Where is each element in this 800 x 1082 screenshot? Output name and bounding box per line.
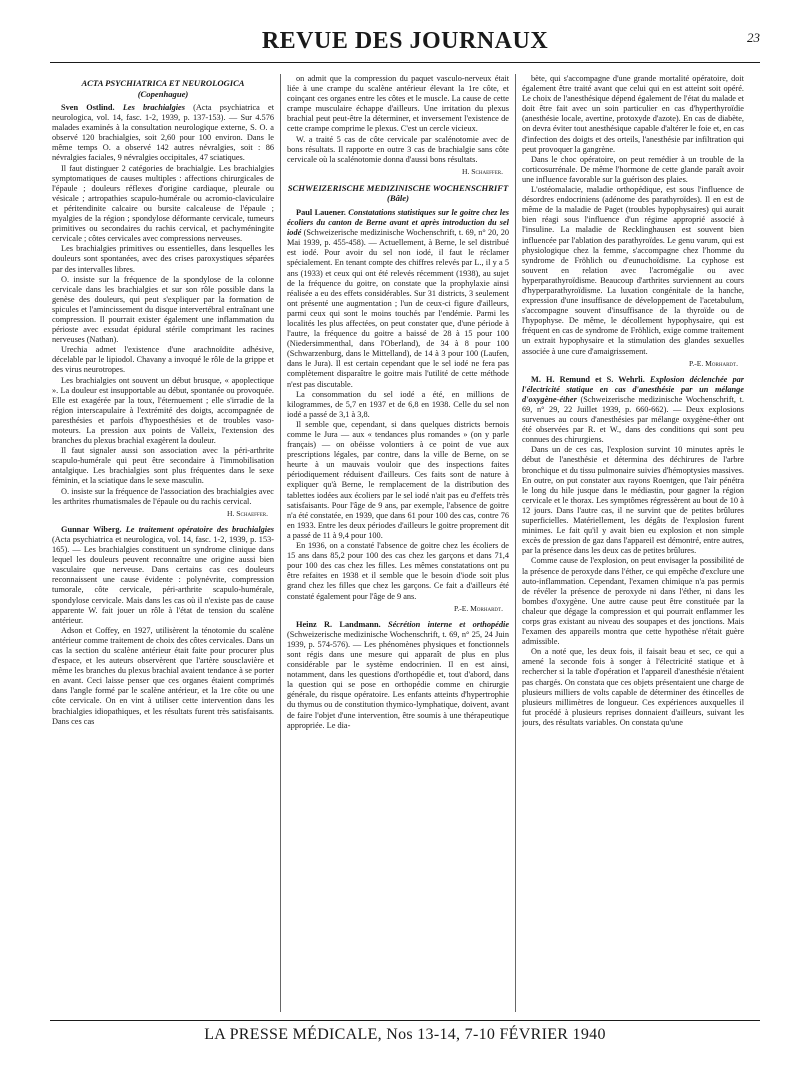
article-abstract — [52, 103, 274, 164]
section-heading — [52, 78, 274, 99]
paragraph: On a noté que, les deux fois, il faisait beau et sec, ce qui a amené la seconde fois à songer à l'électricité statique et à rechercher si la table d'opération et l'appareil d'anesthésie n'étaient pas chargés. On constata que ces objets présentaient une charge de plusieurs milliers de volts capable de déterminer des étincelles de plusieurs millimètres de longueur. Ces expériences auxquelles il fut procédé à plusieurs reprises donnaient d'ailleurs, suivant les jours, des résultats variables. On constata qu'une — [522, 647, 744, 727]
paragraph: Les brachialgies ont souvent un début brusque, « apoplectique ». La douleur est insupportable au début, spontanée ou provoquée. Elle est exagérée par la toux, l'éternuement ; elle s'irradie de la région interscapulaire à l'extrémité des doigts, accompagnée de paresthésies et parfois d'hypoesthésies et de troubles vaso-moteurs. La pression aux points de Valleix, l'extension des branches du plexus brachial exagèrent la douleur. — [52, 375, 274, 446]
article-signature: H. Schaeffer. — [462, 166, 503, 176]
paragraph: bète, qui s'accompagne d'une grande mortalité opératoire, doit également être traité avant que celui qui en est atteint soit opéré. Le choix de l'anesthésique dépend également de l'état du malade et doit être fait avec un soin particulier en cas d'hyperthyroïdie (anesthésie locale, avertine, protoxyde d'azote). En cas de diabète, on devra éviter tout anesthésique capable d'altérer le foie et, en cas d'infection des doigts et des orteils, l'anesthésie par infiltration qui peut provoquer la gangrène. — [522, 74, 744, 154]
paragraph: Dans le choc opératoire, on peut remédier à un trouble de la corticosurrénale. De même l'hormone de cette glande paraît avoir une influence favorable sur la guérison des plaies. — [522, 154, 744, 184]
article-author: M. H. Remund et S. Wehrli. — [531, 374, 645, 384]
article-signature: H. Schaeffer. — [227, 508, 268, 518]
paragraph: Urechia admet l'existence d'une arachnoïdite adhésive, décelable par le lipiodol. Chavany a invoqué le rôle de la grippe et des virus neurotropes. — [52, 345, 274, 375]
journal-name: SCHWEIZERISCHE MEDIZINISCHE WOCHENSCHRIFT — [287, 182, 509, 193]
paragraph: O. insiste sur la fréquence de la spondylose de la colonne cervicale dans les brachialgies et sur son rôle possible dans la genèse des douleurs, qui peut s'expliquer par la formation de spicules et l'amincissement du disque intervertébral entraînant une compression. Il pourrait exister également une inflammation du périoste avec exsudat épidural stérile comprimant les racines nerveuses (Nathan). — [52, 274, 274, 345]
section-heading — [287, 183, 509, 204]
paragraph: La consommation du sel iodé a été, en millions de kilogrammes, de 5,7 en 1937 et de 6,8 en 1938. Celle du sel non iodé a passé de 3,1 à 3,8. — [287, 389, 509, 419]
footer-rule — [50, 1020, 760, 1021]
paragraph: Comme cause de l'explosion, on peut envisager la possibilité de la présence de peroxyde dans l'éther, ce qui empêche d'exclure une auto-inflammation. Cependant, l'examen chimique n'a pas permis de révéler la présence de peroxyde ni dans l'éther, ni dans les bombes d'oxygène. Une autre cause peut être constituée par la chaleur que dégage la compression et qui pourrait enflammer les corps gras existant au niveau des soupapes et des jonctions. Mais l'examen des appareils montra que cette hypothèse n'était guère admissible. — [522, 556, 744, 647]
article-reference: (Acta psychiatrica et neurologica, vol. 14, fasc. 1-2, 1939, p. 153-165). — Les brachialgies constituent un syndrome clinique dans lequel les douleurs peuvent reconnaître une origine aussi bien vasculaire que nerveuse. Dans certains cas ces douleurs reconnaissent une cause évidente : polynévrite, compression tumorale, côte cervicale, péri-arthrite scapulo-humérale, spondylose cervicale. Mais dans les cas où il n'existe pas de cause apparente W. fait jouer un rôle à l'état de tension du scalène antérieur. — [52, 534, 274, 625]
article-title: Constatations statistiques sur le goitre chez les écoliers du canton de Berne avant et après introduction du sel iodé — [287, 207, 509, 238]
article-abstract — [287, 208, 509, 390]
page-footer — [50, 1026, 760, 1044]
article-author: Paul Lauener. — [296, 207, 346, 217]
article-abstract — [522, 375, 744, 446]
article-reference: (Schweizerische medizinische Wochenschrift, t. 69, n° 29, 22 Juillet 1939, p. 660-662). — Deux explosions survenues au cours d'anesthésies par mélange oxygène-éther ont été observées par R. et W., dans des conditions qui sont peu connues des chirurgiens. — [522, 394, 744, 445]
footer-publication: LA PRESSE MÉDICALE, Nos 13-14, 7-10 FÉVRIER 1940 — [204, 1026, 606, 1043]
journal-city: (Bâle) — [387, 193, 409, 204]
article-signature: P.-E. Morhardt. — [453, 603, 503, 613]
article-abstract — [52, 525, 274, 626]
paragraph: O. insiste sur la fréquence de l'association des brachialgies avec les arthrites rhumatismales de l'épaule ou du rachis cervical. — [52, 486, 274, 506]
paragraph: Les brachialgies primitives ou essentielles, dans lesquelles les douleurs sont spontanées, avec des crises paroxystiques séparées par des intervalles libres. — [52, 244, 274, 274]
column-3 — [522, 74, 744, 1012]
paragraph: Il faut distinguer 2 catégories de brachialgie. Les brachialgies symptomatiques de causes multiples : affections chirurgicales de l'épaule ; douleurs réflexes d'origine cardiaque, pleurale ou vésicale ; artropathies scapulo-humérale ou acromio-claviculaire et péritendinite calcaire ou bursite calcaleuse de l'épaule ; myalgies de la région ; spondylose déformante cervicale, tumeurs primitives ou secondaires du rachis cervical, et pachyméningite cervicale ; côtes cervicales avec compressions nerveuses. — [52, 163, 274, 244]
article-author: Gunnar Wiberg. — [61, 524, 122, 534]
journal-city: (Copenhague) — [137, 88, 189, 99]
paragraph: Il semble que, cependant, si dans quelques districts bernois comme le Jura — aux « tendances plus romandes » (on y parle français) — on obéisse volontiers à ce point de vue aux prescriptions légales, par contre, dans la ville de Berne, on se heurte à un mauvais vouloir que des inspections faites périodiquement réduisent d'ailleurs. Ces faits sont de nature à expliquer qu'à Berne, le remplacement de la distribution des tablettes iodées aux écoliers par le sel iodé n'ait pas eu d'effets très satisfaisants. Pour l'âge de 9 ans, par exemple, l'absence de goitre n'a été constatée, en 1939, que dans 61 pour 100 des cas, contre 76 en 1933. Entre les deux périodes d'ailleurs le goitre proprement dit a passé de 11 à 9,4 pour 100. — [287, 419, 509, 540]
article-reference: (Schweizerische medizinische Wochenschrift, t. 69, n° 20, 20 Mai 1939, p. 455-458). — Actuellement, à Berne, le sel distribué est iodé. Pour avoir du sel non iodé, il faut le réclamer spécialement. En tenant compte des chiffres relevés par L., il y a 5 ans (1933) et ceux qui ont été relevés récemment (1938), au sujet de la fréquence du goitre, on constate que la prophylaxie ainsi réalisée a eu des effets considérables. Sur 31 districts, 3 seulement ont présenté une augmentation ; l'un de ceux-ci figure d'ailleurs, parmi ceux qui sont le moins touchés par l'endémie. Parmi les localités les plus affectées, on peut constater que, d'une période à l'autre, la fréquence du goitre a baissé de 28 à 15 pour 100 (Niedersimmenthal, dans l'Oberland), de 34 à 8 pour 100 (Schwarzenburg, dans le Mittelland), de 14 à 3 pour 100 (Laufen, dans le Jura). Il est certain cependant que le sel iodé ne fera pas complètement disparaître le goitre mais l'utilité de cette méthode n'est pas discutable. — [287, 228, 509, 389]
column-divider — [515, 74, 516, 1012]
article-author: Sven Ostlind. — [61, 103, 115, 112]
paragraph: W. a traité 5 cas de côte cervicale par scalénotomie avec de bons résultats. Il rapporte en outre 3 cas de brachialgie sans côte cervicale où la scalénotomie donna d'aussi bons résultats. — [287, 134, 509, 164]
column-divider — [280, 74, 281, 1012]
article-signature: P.-E. Morhardt. — [688, 358, 738, 368]
paragraph: on admit que la compression du paquet vasculo-nerveux était liée à une crampe du scalène antérieur élevant la 1re côte, et coinçant ces organes entre les côtes et le muscle. La cause de cette crampe musculaire échappe d'ailleurs. Une irritation du plexus brachial peut peut-être la déterminer, et inversement l'existence de cette crampe comprime le plexus. C'est un cercle vicieux. — [287, 74, 509, 134]
paragraph: Il faut signaler aussi son association avec la péri-arthrite scapulo-humérale qui peut être secondaire à l'immobilisation antalgique. Les brachialgies sont plus fréquentes dans le sexe féminin, et la sciatique dans le sexe masculin. — [52, 446, 274, 486]
paragraph: Dans un de ces cas, l'explosion survint 10 minutes après le début de l'anesthésie et détermina des déchirures de l'arbre bronchique et du tissu pulmonaire suivies d'hémoptysies massives. En outre, on put constater aux rayons Roentgen, que l'air pénétra le long du hile jusque dans le médiastin, pour gagner la région cervicale et le thorax. Les symptômes régressèrent au bout de 10 à 12 jours. Dans l'autre cas, il ne survint que de petites brûlures superficielles. Matériellement, les dégâts de l'explosion furent minimes. Le fait qu'il y avait bien eu explosion et non simple excès de pression de gaz dans l'appareil est démontré, entre autres, par la présence dans les deux cas de petites brûlures. — [522, 445, 744, 556]
article-title: Sécrétion interne et orthopédie — [388, 619, 509, 629]
journal-name: ACTA PSYCHIATRICA ET NEUROLOGICA — [81, 78, 245, 88]
article-title: Explosion déclenchée par l'électricité statique en cas d'anesthésie par un mélange d'oxygène-éther — [522, 374, 744, 404]
article-author: Heinz R. Landmann. — [296, 619, 381, 629]
page-title: REVUE DES JOURNAUX — [261, 28, 549, 54]
article-reference: (Acta psychiatrica et neurologica, vol. 14, fasc. 1-2, 1939, p. 137-153). — Sur 4.576 malades examinés à la consultation neurologique externe, S. O. a observé 120 brachialgies, soit 2,60 pour 100 environ. Dans le même temps O. a observé 142 autres névralgies, soit : 86 névralgies faciales, 9 névralgies occipitales, 47 sciatiques. — [52, 103, 274, 163]
paragraph: Adson et Coffey, en 1927, utilisèrent la ténotomie du scalène antérieur comme traitement de choix des côtes cervicales. Dans un cas la section du scalène antérieur était faite pour procurer plus d'espace, et les auteurs observèrent que l'artère sousclavière et même les branches du plexus brachial avaient tendance à se porter en avant. Ceci laisse penser que ces organes étaient comprimés dans l'angle formé par le scalène antérieur, et la 1re côte ou une côte cervicale. On en vint à utiliser cette intervention dans les brachialgies idiopathiques, et les résultats furent très satisfaisants. Dans ces cas — [52, 625, 274, 726]
article-title: Le traitement opératoire des brachialgies — [125, 524, 274, 534]
article-reference: (Schweizerische medizinische Wochenschrift, t. 69, n° 25, 24 Juin 1939, p. 574-576). — Les phénomènes physiques et fonctionnels sont régis dans une mesure qui apparaît de plus en plus considérable par le système endocrinien. Il en est ainsi, notamment, dans les questions d'orthopédie et, tout d'abord, dans la question qui se pose en orthopédie comme en chirurgie générale, du risque opératoire. Les enfants atteints d'hypertrophie du thymus ou de constitution thymico-lymphatique, doivent, avant de faire l'objet d'une intervention, être soumis à une thérapeutique appropriée. Le dia- — [287, 629, 509, 730]
text-columns — [52, 74, 760, 1012]
page-number: 23 — [747, 30, 760, 45]
column-2 — [287, 74, 509, 1012]
page-header — [50, 26, 760, 58]
column-1 — [52, 74, 274, 1012]
article-abstract — [287, 620, 509, 731]
paragraph: L'ostéomalacie, maladie orthopédique, est sous l'influence de désordres endocriniens (adénome des parathyroïdes). Il en est de même de la maladie de Paget (troubles hypophysaires) qui aurait bien réagi sous l'influence d'un régime approprié associé à l'insuline. La maladie de Recklinghausen est souvent bien influencée par l'ablation des parathyroïdes. Le genu varum, qui est physiologique chez la femme, s'accompagne chez l'homme du syndrome de Fröhlich ou d'eunuchoïdisme. La cyphose est souvent en relation avec l'acromégalie ou avec hyperparathyroïdisme. Beaucoup d'arthrites surviennent au cours d'hyperparathyroïdisme. La luxation congénitale de la hanche, expression d'une insuffisance de développement de l'acetabulum, s'accompagne souvent d'insuffisance de la thyroïde ou de l'hypophyse. De même, le décollement hypophysaire, qui est fréquent en cas de syndrome de Fröhlich, exige comme traitement un extrait hypophysaire et la stimulation des glandes sexuelles associée à une cure d'amaigrissement. — [522, 185, 744, 356]
paragraph: En 1936, on a constaté l'absence de goitre chez les écoliers de 15 ans dans 85,2 pour 100 des cas chez les garçons et dans 71,4 pour 100 des cas chez les filles. Les mêmes constatations ont pu être refaites en 1938 et il semble que le besoin d'iode soit plus grand chez les filles que chez les garçons. Ce fait a d'ailleurs été constaté également pour l'âge de 9 ans. — [287, 541, 509, 601]
header-rule — [50, 62, 760, 63]
article-title: Les brachialgies — [122, 103, 185, 112]
